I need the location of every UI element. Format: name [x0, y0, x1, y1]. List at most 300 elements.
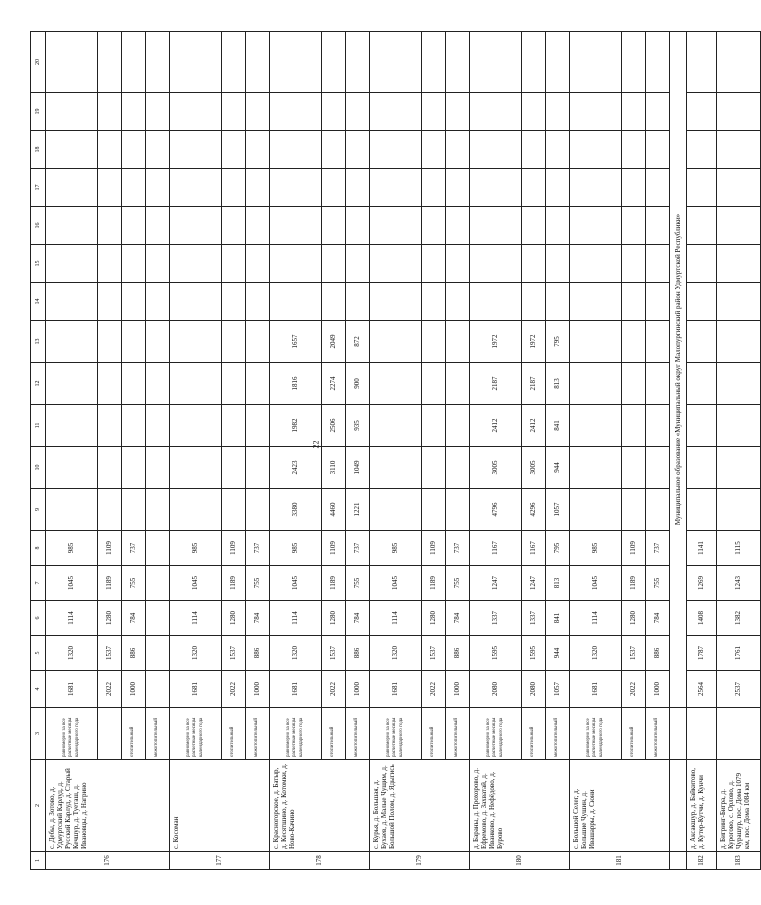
value-cell — [646, 405, 670, 447]
value-cell — [122, 489, 146, 531]
table-row — [270, 32, 322, 870]
value-cell: 3380 — [270, 489, 322, 531]
value-cell — [146, 207, 170, 245]
value-cell: 1320 — [46, 636, 98, 671]
value-cell: 985 — [370, 531, 422, 566]
value-cell — [687, 131, 717, 169]
value-cell — [687, 489, 717, 531]
value-cell — [246, 363, 270, 405]
period-label — [98, 708, 122, 760]
row-places: д. Бараны, д. Прохорово, д. Ефремово, д. Захватай, д. Иванково, д. Нефёдово, д. Бурово — [470, 760, 570, 852]
value-cell: 1114 — [46, 601, 98, 636]
value-cell — [717, 283, 761, 321]
value-cell: 795 — [546, 531, 570, 566]
period-label: межотопительный — [146, 708, 170, 760]
value-cell — [46, 32, 98, 93]
value-cell: 784 — [646, 601, 670, 636]
period-label: равномерно за все расчетные месяцы календарного года — [170, 708, 222, 760]
value-cell — [346, 169, 370, 207]
value-cell — [446, 321, 470, 363]
value-cell — [122, 321, 146, 363]
value-cell — [422, 207, 446, 245]
value-cell — [346, 245, 370, 283]
value-cell: 1280 — [98, 601, 122, 636]
value-cell — [570, 363, 622, 405]
value-cell: 1167 — [470, 531, 522, 566]
value-cell — [98, 363, 122, 405]
value-cell — [622, 283, 646, 321]
row-places: с. Большой Селег, д. Большие Чушин, д. Ивашарры, д. Сюни — [570, 760, 670, 852]
value-cell — [570, 32, 622, 93]
value-cell: 2022 — [222, 671, 246, 708]
period-label — [687, 708, 717, 760]
value-cell — [570, 405, 622, 447]
value-cell — [422, 245, 446, 283]
value-cell — [370, 363, 422, 405]
value-cell: 1049 — [346, 447, 370, 489]
value-cell — [322, 207, 346, 245]
value-cell — [170, 489, 222, 531]
value-cell — [470, 283, 522, 321]
value-cell: 872 — [346, 321, 370, 363]
value-cell — [687, 405, 717, 447]
value-cell — [570, 283, 622, 321]
value-cell — [622, 405, 646, 447]
value-cell — [622, 363, 646, 405]
value-cell — [98, 207, 122, 245]
value-cell — [570, 447, 622, 489]
value-cell: 1189 — [98, 566, 122, 601]
value-cell — [622, 447, 646, 489]
value-cell: 1247 — [522, 566, 546, 601]
value-cell: 1537 — [322, 636, 346, 671]
value-cell — [370, 405, 422, 447]
header-cell: 9 — [31, 489, 46, 531]
value-cell: 1141 — [687, 531, 717, 566]
value-cell: 1189 — [322, 566, 346, 601]
value-cell — [146, 671, 170, 708]
page-number: 22 — [311, 440, 321, 449]
value-cell: 985 — [270, 531, 322, 566]
value-cell — [222, 447, 246, 489]
value-cell — [46, 283, 98, 321]
value-cell — [370, 131, 422, 169]
row-places: с. Дебы, д. Зотово, д. Удмуртский Карлуд, д. Русский Карлуд, д. Старый Кечшур, д. Туеташ, д. Ивановцы, д. Нагрино — [46, 760, 170, 852]
value-cell — [446, 489, 470, 531]
value-cell — [98, 489, 122, 531]
value-cell: 1816 — [270, 363, 322, 405]
value-cell: 2022 — [622, 671, 646, 708]
value-cell — [570, 321, 622, 363]
value-cell — [322, 32, 346, 93]
value-cell — [146, 601, 170, 636]
row-number: 176 — [46, 852, 170, 870]
value-cell: 900 — [346, 363, 370, 405]
value-cell — [146, 32, 170, 93]
value-cell: 1045 — [570, 566, 622, 601]
header-cell: 5 — [31, 636, 46, 671]
value-cell — [646, 131, 670, 169]
value-cell — [98, 321, 122, 363]
value-cell: 886 — [122, 636, 146, 671]
value-cell — [422, 169, 446, 207]
value-cell — [270, 93, 322, 131]
value-cell — [687, 363, 717, 405]
table-row — [546, 32, 570, 870]
value-cell — [446, 447, 470, 489]
value-cell: 2022 — [322, 671, 346, 708]
value-cell — [422, 489, 446, 531]
value-cell — [717, 405, 761, 447]
value-cell: 1045 — [270, 566, 322, 601]
row-number: 180 — [470, 852, 570, 870]
header-cell: 12 — [31, 363, 46, 405]
value-cell: 755 — [246, 566, 270, 601]
value-cell — [170, 245, 222, 283]
value-cell: 1000 — [346, 671, 370, 708]
value-cell — [270, 207, 322, 245]
value-cell: 1115 — [717, 531, 761, 566]
value-cell — [622, 489, 646, 531]
value-cell — [170, 169, 222, 207]
table-row — [370, 32, 422, 870]
value-cell — [522, 245, 546, 283]
value-cell — [717, 321, 761, 363]
header-cell: 18 — [31, 131, 46, 169]
spacer-cell — [670, 760, 687, 852]
header-cell: 17 — [31, 169, 46, 207]
header-cell: 3 — [31, 708, 46, 760]
value-cell: 944 — [546, 447, 570, 489]
value-cell — [446, 93, 470, 131]
value-cell: 2412 — [522, 405, 546, 447]
value-cell: 1114 — [170, 601, 222, 636]
value-cell: 1280 — [622, 601, 646, 636]
value-cell — [546, 283, 570, 321]
header-cell: 7 — [31, 566, 46, 601]
value-cell — [422, 405, 446, 447]
value-cell — [170, 283, 222, 321]
value-cell — [370, 283, 422, 321]
value-cell: 3005 — [522, 447, 546, 489]
value-cell: 813 — [546, 566, 570, 601]
value-cell — [687, 169, 717, 207]
header-cell: 6 — [31, 601, 46, 636]
value-cell: 1681 — [170, 671, 222, 708]
value-cell: 841 — [546, 405, 570, 447]
value-cell: 1657 — [270, 321, 322, 363]
value-cell — [98, 93, 122, 131]
table-row — [246, 32, 270, 870]
table-row — [646, 32, 670, 870]
value-cell: 886 — [446, 636, 470, 671]
value-cell — [646, 321, 670, 363]
value-cell — [122, 32, 146, 93]
table-row — [322, 32, 346, 870]
value-cell — [98, 32, 122, 93]
value-cell: 1761 — [717, 636, 761, 671]
value-cell: 1189 — [222, 566, 246, 601]
row-number: 179 — [370, 852, 470, 870]
value-cell — [222, 207, 246, 245]
rotated-table-page — [30, 32, 752, 870]
value-cell — [46, 489, 98, 531]
header-cell: 11 — [31, 405, 46, 447]
value-cell: 2506 — [322, 405, 346, 447]
period-label: отопительный — [622, 708, 646, 760]
value-cell: 784 — [446, 601, 470, 636]
value-cell — [717, 32, 761, 93]
value-cell — [346, 207, 370, 245]
value-cell — [170, 363, 222, 405]
value-cell: 2022 — [98, 671, 122, 708]
value-cell: 935 — [346, 405, 370, 447]
value-cell: 813 — [546, 363, 570, 405]
value-cell — [122, 447, 146, 489]
header-cell: 19 — [31, 93, 46, 131]
value-cell — [370, 169, 422, 207]
value-cell — [222, 405, 246, 447]
value-cell — [146, 447, 170, 489]
value-cell — [646, 447, 670, 489]
table-row — [446, 32, 470, 870]
data-table — [30, 31, 761, 870]
header-cell: 16 — [31, 207, 46, 245]
value-cell: 2022 — [422, 671, 446, 708]
value-cell — [246, 283, 270, 321]
row-number: 183 — [717, 852, 761, 870]
value-cell — [122, 245, 146, 283]
value-cell — [470, 169, 522, 207]
value-cell: 1382 — [717, 601, 761, 636]
period-label: равномерно за все расчетные месяцы календарного года — [370, 708, 422, 760]
value-cell — [246, 405, 270, 447]
value-cell — [570, 169, 622, 207]
value-cell: 2412 — [470, 405, 522, 447]
table-row — [622, 32, 646, 870]
value-cell — [346, 32, 370, 93]
value-cell: 1109 — [222, 531, 246, 566]
municipality-row — [670, 32, 687, 870]
value-cell — [170, 207, 222, 245]
value-cell: 1681 — [370, 671, 422, 708]
value-cell: 1320 — [370, 636, 422, 671]
value-cell — [98, 169, 122, 207]
value-cell — [246, 447, 270, 489]
value-cell — [470, 93, 522, 131]
value-cell: 1972 — [522, 321, 546, 363]
value-cell: 1408 — [687, 601, 717, 636]
value-cell — [322, 169, 346, 207]
value-cell — [422, 321, 446, 363]
value-cell: 985 — [170, 531, 222, 566]
header-cell: 4 — [31, 671, 46, 708]
value-cell: 886 — [646, 636, 670, 671]
header-cell: 20 — [31, 32, 46, 93]
value-cell: 1000 — [122, 671, 146, 708]
row-places: с. Курья, д. Большая, д. Бухаев, д. Малые Чущим, д. Большой Полом, д. Ядыгись — [370, 760, 470, 852]
value-cell — [646, 245, 670, 283]
value-cell — [46, 245, 98, 283]
value-cell — [687, 321, 717, 363]
period-label: межотопительный — [646, 708, 670, 760]
value-cell — [370, 245, 422, 283]
value-cell — [322, 131, 346, 169]
value-cell — [622, 245, 646, 283]
value-cell — [622, 32, 646, 93]
value-cell — [170, 93, 222, 131]
value-cell — [146, 131, 170, 169]
value-cell — [570, 131, 622, 169]
value-cell: 1114 — [370, 601, 422, 636]
value-cell — [246, 245, 270, 283]
value-cell — [422, 447, 446, 489]
value-cell: 1189 — [422, 566, 446, 601]
period-label: отопительный — [122, 708, 146, 760]
value-cell: 755 — [122, 566, 146, 601]
value-cell: 755 — [646, 566, 670, 601]
table-row — [46, 32, 98, 870]
value-cell — [246, 131, 270, 169]
value-cell — [717, 447, 761, 489]
spacer-cell — [670, 852, 687, 870]
value-cell: 737 — [646, 531, 670, 566]
value-cell — [222, 321, 246, 363]
table-row — [570, 32, 622, 870]
value-cell: 1269 — [687, 566, 717, 601]
header-row — [31, 32, 46, 870]
value-cell — [222, 489, 246, 531]
value-cell: 1982 — [270, 405, 322, 447]
period-label: межотопительный — [546, 708, 570, 760]
table-row — [98, 32, 122, 870]
value-cell — [246, 489, 270, 531]
value-cell — [146, 531, 170, 566]
value-cell: 737 — [246, 531, 270, 566]
table-row — [470, 32, 522, 870]
value-cell: 841 — [546, 601, 570, 636]
value-cell — [422, 93, 446, 131]
value-cell — [246, 32, 270, 93]
table-row — [687, 32, 717, 870]
value-cell: 1595 — [470, 636, 522, 671]
value-cell — [146, 93, 170, 131]
value-cell — [570, 93, 622, 131]
value-cell: 1681 — [570, 671, 622, 708]
period-label: равномерно за все расчетные месяцы календарного года — [570, 708, 622, 760]
table-row — [146, 32, 170, 870]
period-label: межотопительный — [446, 708, 470, 760]
value-cell — [446, 207, 470, 245]
value-cell — [546, 207, 570, 245]
value-cell — [46, 131, 98, 169]
value-cell: 1000 — [246, 671, 270, 708]
value-cell: 1280 — [322, 601, 346, 636]
value-cell: 1109 — [622, 531, 646, 566]
value-cell — [246, 93, 270, 131]
value-cell — [646, 207, 670, 245]
period-label: отопительный — [322, 708, 346, 760]
value-cell — [122, 405, 146, 447]
value-cell — [146, 245, 170, 283]
value-cell — [98, 283, 122, 321]
value-cell: 2049 — [322, 321, 346, 363]
value-cell: 784 — [346, 601, 370, 636]
value-cell — [146, 566, 170, 601]
value-cell: 1221 — [346, 489, 370, 531]
value-cell — [146, 321, 170, 363]
header-cell: 10 — [31, 447, 46, 489]
value-cell: 1595 — [522, 636, 546, 671]
value-cell — [717, 363, 761, 405]
table-row — [522, 32, 546, 870]
value-cell — [146, 283, 170, 321]
value-cell: 886 — [246, 636, 270, 671]
value-cell: 1787 — [687, 636, 717, 671]
value-cell — [270, 32, 322, 93]
value-cell — [322, 283, 346, 321]
header-cell: 13 — [31, 321, 46, 363]
table-row — [122, 32, 146, 870]
value-cell: 1243 — [717, 566, 761, 601]
value-cell: 1114 — [570, 601, 622, 636]
value-cell — [522, 131, 546, 169]
value-cell — [122, 131, 146, 169]
value-cell — [422, 283, 446, 321]
row-places: д. Аксакшур, д. Байкитово, д. Кутер-Кутчи, д. Кунчи — [687, 760, 717, 852]
value-cell: 944 — [546, 636, 570, 671]
value-cell: 1167 — [522, 531, 546, 566]
value-cell: 2537 — [717, 671, 761, 708]
value-cell: 1280 — [222, 601, 246, 636]
value-cell — [546, 32, 570, 93]
value-cell — [687, 93, 717, 131]
value-cell: 1247 — [470, 566, 522, 601]
value-cell — [622, 321, 646, 363]
value-cell — [622, 93, 646, 131]
value-cell — [322, 245, 346, 283]
value-cell — [46, 321, 98, 363]
value-cell — [522, 169, 546, 207]
value-cell — [222, 363, 246, 405]
value-cell — [46, 169, 98, 207]
header-cell: 1 — [31, 852, 46, 870]
value-cell: 2187 — [470, 363, 522, 405]
value-cell: 1337 — [470, 601, 522, 636]
period-label: равномерно за все расчетные месяцы календарного года — [46, 708, 98, 760]
value-cell — [522, 283, 546, 321]
value-cell — [98, 245, 122, 283]
table-row — [717, 32, 761, 870]
value-cell: 2080 — [470, 671, 522, 708]
value-cell: 1189 — [622, 566, 646, 601]
value-cell: 2564 — [687, 671, 717, 708]
value-cell — [370, 489, 422, 531]
value-cell — [370, 447, 422, 489]
row-places: с. Косоман — [170, 760, 270, 852]
value-cell: 1280 — [422, 601, 446, 636]
table-row — [346, 32, 370, 870]
value-cell: 1045 — [170, 566, 222, 601]
value-cell — [570, 207, 622, 245]
value-cell: 1537 — [222, 636, 246, 671]
value-cell: 737 — [122, 531, 146, 566]
value-cell: 737 — [346, 531, 370, 566]
value-cell: 985 — [46, 531, 98, 566]
value-cell: 784 — [246, 601, 270, 636]
value-cell: 4296 — [522, 489, 546, 531]
value-cell — [422, 131, 446, 169]
